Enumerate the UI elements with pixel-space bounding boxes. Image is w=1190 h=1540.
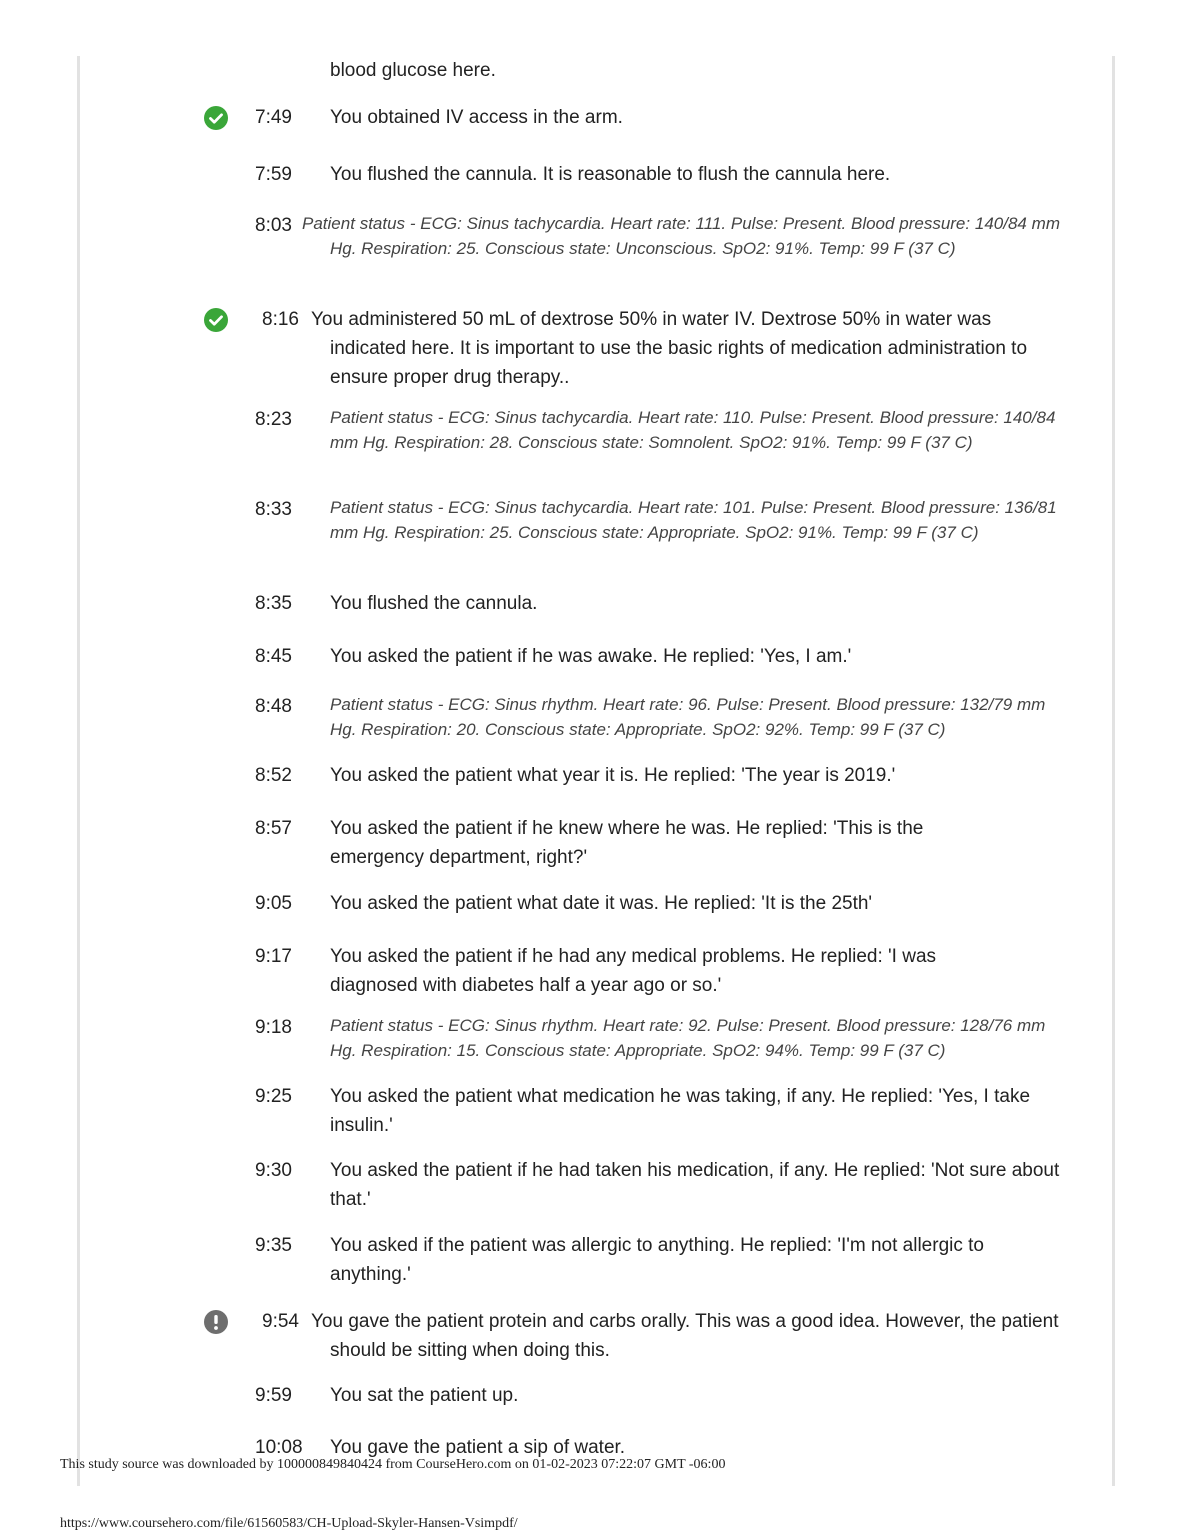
entry-text: You gave the patient a sip of water.: [330, 1437, 626, 1458]
entry-time: 8:35: [255, 593, 292, 614]
entry-text: You asked the patient what date it was. He replied: 'It is the 25th': [330, 893, 873, 914]
check-circle-icon: [204, 106, 228, 130]
entry-time: 9:35: [255, 1235, 292, 1256]
entry-text: You asked the patient if he had any medical problems. He replied: 'I was diagnosed with diabetes half a year ago or so.': [330, 946, 937, 996]
entry-time: 8:03: [255, 215, 292, 236]
entry-time: 8:52: [255, 765, 292, 786]
entry-time: 9:59: [255, 1385, 292, 1406]
page-frame-left: [77, 56, 80, 1486]
entry-time: 8:57: [255, 818, 292, 839]
entry-text: You asked if the patient was allergic to anything. He replied: 'I'm not allergic to anything.': [330, 1235, 984, 1285]
exclamation-circle-icon: [204, 1310, 228, 1334]
download-source-note: This study source was downloaded by 100000849840424 from CourseHero.com on 01-02-2023 07:22:07 GMT -06:00: [60, 1457, 726, 1472]
entry-text: Patient status - ECG: Sinus rhythm. Heart rate: 96. Pulse: Present. Blood pressure: 132/79 mm Hg. Respiration: 20. Conscious state: Appropriate. SpO2: 92%. Temp: 99 F (37 C): [330, 695, 1046, 739]
entry-time: 9:30: [255, 1160, 292, 1181]
entry-time: 10:08: [255, 1437, 303, 1458]
entry-text: You asked the patient if he knew where he was. He replied: 'This is the emergency department, right?': [330, 818, 924, 868]
entry-text: Patient status - ECG: Sinus tachycardia. Heart rate: 110. Pulse: Present. Blood pressure: 140/84 mm Hg. Respiration: 28. Conscious state: Somnolent. SpO2: 91%. Temp: 99 F (37 C): [330, 408, 1056, 452]
entry-text: You asked the patient if he had taken his medication, if any. He replied: 'Not sure about that.': [330, 1160, 1060, 1210]
entry-text: Patient status - ECG: Sinus rhythm. Heart rate: 92. Pulse: Present. Blood pressure: 128/76 mm Hg. Respiration: 15. Conscious state: Appropriate. SpO2: 94%. Temp: 99 F (37 C): [330, 1016, 1046, 1060]
entry-text: You gave the patient protein and carbs orally. This was a good idea. However, the patient should be sitting when doing this.: [311, 1311, 1059, 1361]
entry-time: 8:23: [255, 409, 292, 430]
entry-time: 7:49: [255, 107, 292, 128]
entry-time: 9:25: [255, 1086, 292, 1107]
entry-text: You obtained IV access in the arm.: [330, 107, 623, 128]
entry-time: 8:33: [255, 499, 292, 520]
entry-text: You flushed the cannula. It is reasonable to flush the cannula here.: [330, 164, 891, 185]
entry-text: You administered 50 mL of dextrose 50% in water IV. Dextrose 50% in water was indicated here. It is important to use the basic rights of medication administration to ensure proper drug therapy..: [311, 309, 1028, 388]
entry-time: 8:48: [255, 696, 292, 717]
entry-text: You sat the patient up.: [330, 1385, 519, 1406]
source-url[interactable]: https://www.coursehero.com/file/61560583/CH-Upload-Skyler-Hansen-Vsimpdf/: [60, 1516, 518, 1531]
entry-time: 8:45: [255, 646, 292, 667]
check-circle-icon: [204, 308, 228, 332]
entry-text: You flushed the cannula.: [330, 593, 538, 614]
entry-text: Patient status - ECG: Sinus tachycardia. Heart rate: 101. Pulse: Present. Blood pressure: 136/81 mm Hg. Respiration: 25. Conscious state: Appropriate. SpO2: 91%. Temp: 99 F (37 C): [330, 498, 1057, 542]
entry-time: 9:17: [255, 946, 292, 967]
page-frame-right: [1112, 56, 1115, 1486]
entry-time: 9:54: [262, 1311, 299, 1332]
entry-time: 8:16: [262, 309, 299, 330]
entry-time: 7:59: [255, 164, 292, 185]
entry-text: You asked the patient what year it is. He replied: 'The year is 2019.': [330, 765, 896, 786]
entry-text: blood glucose here.: [330, 60, 496, 81]
entry-time: 9:05: [255, 893, 292, 914]
entry-text: Patient status - ECG: Sinus tachycardia. Heart rate: 111. Pulse: Present. Blood pressure: 140/84 mm Hg. Respiration: 25. Conscious state: Unconscious. SpO2: 91%. Temp: 99 F (37 C): [302, 214, 1060, 258]
entry-time: 9:18: [255, 1017, 292, 1038]
entry-text: You asked the patient what medication he was taking, if any. He replied: 'Yes, I take insulin.': [330, 1086, 1031, 1136]
entry-text: You asked the patient if he was awake. He replied: 'Yes, I am.': [330, 646, 852, 667]
